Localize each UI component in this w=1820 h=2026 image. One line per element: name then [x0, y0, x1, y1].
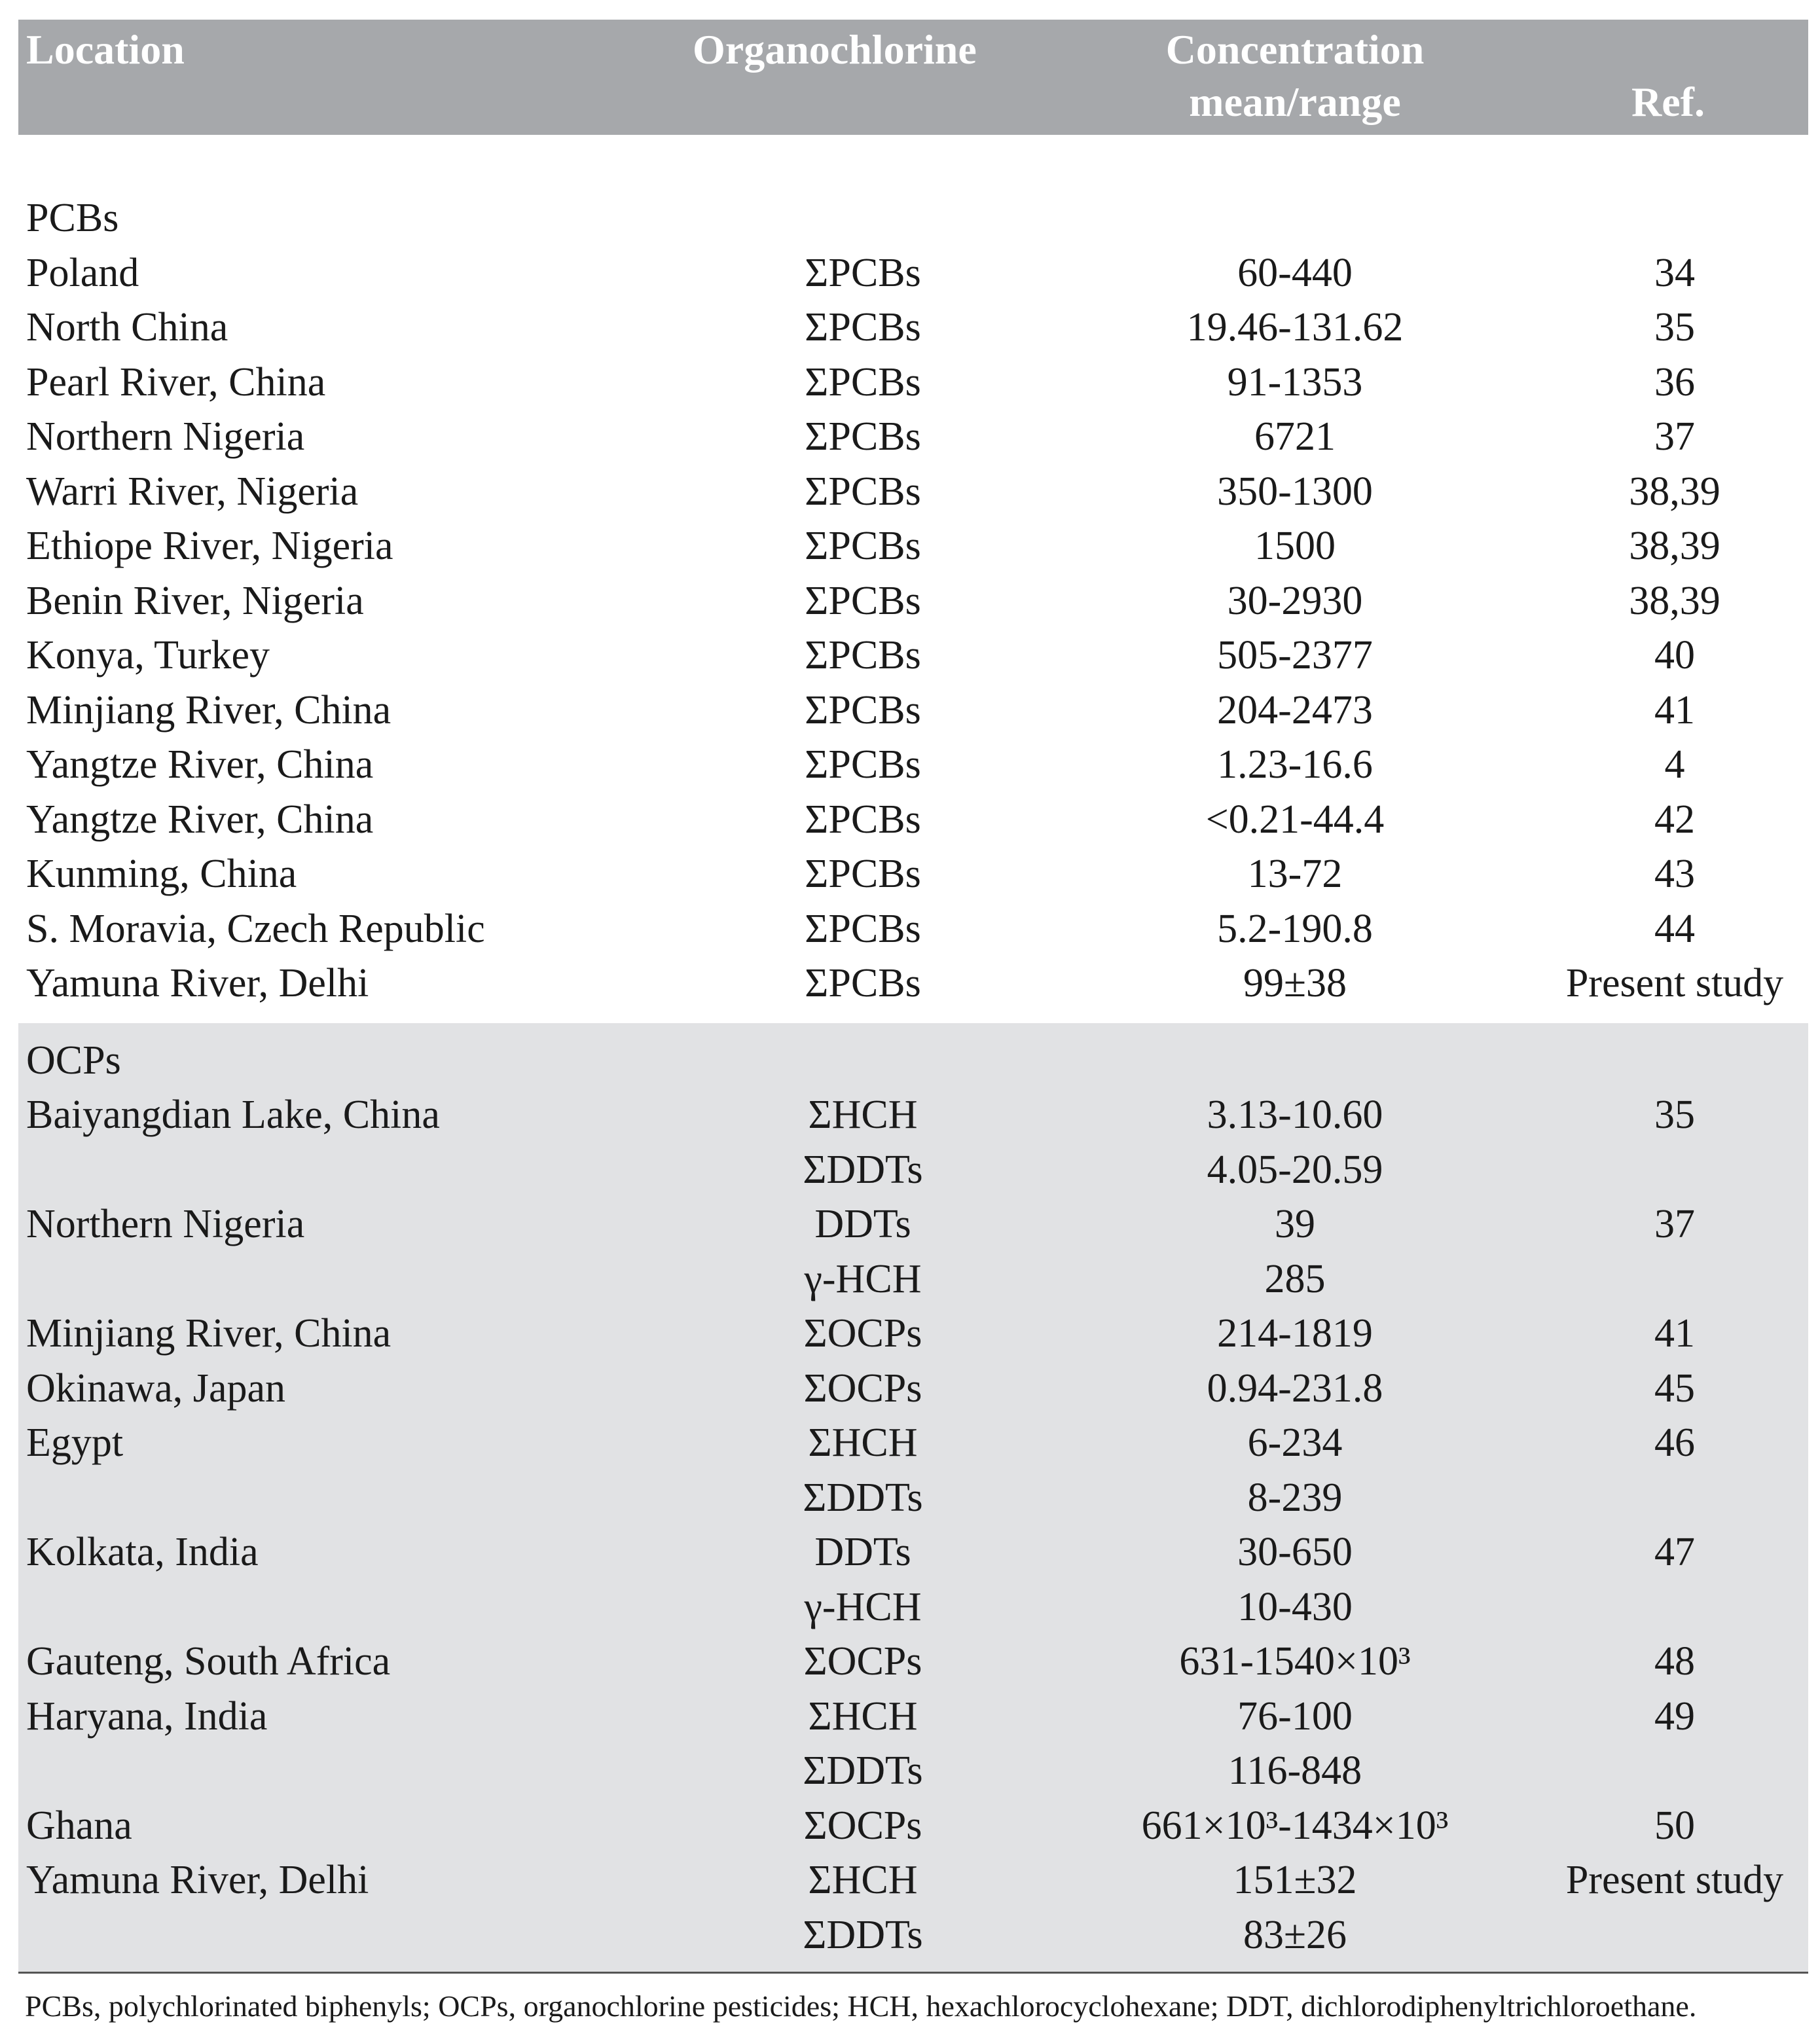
concentration-cell: 30-2930: [1227, 578, 1363, 623]
organochlorine-cell: ΣPCBs: [805, 852, 921, 896]
concentration-cell: 631-1540×10³: [1179, 1639, 1411, 1684]
location-cell: Haryana, India: [26, 1693, 268, 1739]
organochlorine-cell: ΣPCBs: [805, 578, 921, 623]
ref-cell: 49: [1654, 1693, 1695, 1739]
concentration-cell: 13-72: [1247, 852, 1343, 896]
location-cell: Minjiang River, China: [26, 1311, 391, 1356]
concentration-cell: 204-2473: [1217, 687, 1373, 733]
ocp-rows: [18, 1088, 1808, 1963]
organochlorine-cell: ΣOCPs: [803, 1803, 922, 1848]
organochlorine-cell: ΣOCPs: [803, 1311, 922, 1356]
table-row: [18, 1799, 1808, 1854]
concentration-cell: 350-1300: [1217, 469, 1373, 514]
table-row: [18, 1853, 1808, 1908]
location-cell: Poland: [26, 250, 139, 295]
location-cell: Minjiang River, China: [26, 687, 391, 733]
location-cell: Baiyangdian Lake, China: [26, 1093, 440, 1137]
location-cell: Okinawa, Japan: [26, 1366, 285, 1411]
table-row: [18, 1416, 1808, 1471]
ref-cell: 44: [1654, 906, 1695, 951]
organochlorine-cell: ΣHCH: [808, 1420, 918, 1465]
organochlorine-cell: ΣPCBs: [805, 414, 921, 459]
concentration-cell: 151±32: [1233, 1858, 1357, 1902]
concentration-cell: 0.94-231.8: [1207, 1366, 1383, 1411]
ref-cell: 37: [1654, 414, 1695, 459]
location-cell: Konya, Turkey: [26, 633, 270, 678]
organochlorine-cell: ΣOCPs: [803, 1366, 922, 1411]
concentration-cell: 6721: [1254, 414, 1336, 459]
organochlorine-cell: γ-HCH: [804, 1256, 922, 1301]
concentration-cell: 6-234: [1247, 1420, 1343, 1465]
organochlorine-cell: ΣPCBs: [805, 250, 921, 295]
table-row: [18, 1690, 1808, 1745]
organochlorine-cell: ΣDDTs: [803, 1147, 923, 1192]
organochlorine-cell: ΣPCBs: [805, 742, 921, 787]
ref-cell: 43: [1654, 852, 1695, 896]
location-cell: Ghana: [26, 1803, 132, 1848]
ref-cell: 34: [1654, 250, 1695, 295]
location-cell: Yangtze River, China: [26, 742, 374, 787]
organochlorine-cell: ΣPCBs: [805, 906, 921, 951]
location-cell: Kunming, China: [26, 852, 297, 896]
location-cell: Northern Nigeria: [26, 414, 305, 459]
concentration-cell: 10-430: [1237, 1584, 1353, 1629]
header-concentration: [1099, 24, 1491, 128]
organochlorine-cell: ΣHCH: [808, 1093, 918, 1137]
organochlorine-cell: ΣPCBs: [805, 359, 921, 405]
concentration-cell: 116-848: [1228, 1748, 1362, 1793]
organochlorine-cell: DDTs: [814, 1202, 911, 1246]
concentration-cell: 39: [1275, 1202, 1315, 1246]
header-concentration-line2: mean/range: [1189, 79, 1401, 125]
organochlorine-cell: ΣDDTs: [803, 1475, 923, 1520]
pcb-section: [18, 135, 1808, 1023]
ref-cell: 38,39: [1629, 524, 1720, 568]
ref-cell: 35: [1654, 1093, 1695, 1137]
table-row: [18, 628, 1808, 683]
table-row: [18, 355, 1808, 410]
ref-cell: 38,39: [1629, 469, 1720, 514]
table-row: [18, 1525, 1808, 1580]
concentration-cell: 1.23-16.6: [1217, 742, 1373, 787]
table-row: [18, 793, 1808, 848]
ref-cell: 42: [1654, 797, 1695, 842]
location-cell: Kolkata, India: [26, 1530, 259, 1574]
organochlorine-cell: ΣPCBs: [805, 687, 921, 733]
organochlorine-cell: ΣPCBs: [805, 524, 921, 568]
organochlorine-cell: ΣPCBs: [805, 305, 921, 350]
ref-cell: 38,39: [1629, 578, 1720, 623]
organochlorine-cell: ΣPCBs: [805, 797, 921, 842]
location-cell: Pearl River, China: [26, 359, 326, 405]
ref-cell: 45: [1654, 1366, 1695, 1411]
location-cell: Warri River, Nigeria: [26, 469, 359, 514]
section-heading-row: [18, 191, 1808, 246]
organochlorine-cell: ΣHCH: [808, 1858, 918, 1902]
ocp-section-heading: OCPs: [26, 1038, 121, 1083]
ref-cell: 41: [1654, 1311, 1695, 1356]
table-row: [18, 300, 1808, 355]
ref-cell: 50: [1654, 1803, 1695, 1848]
table-row: [18, 738, 1808, 793]
table-row: [18, 410, 1808, 465]
ref-cell: 35: [1654, 305, 1695, 350]
ref-cell: 47: [1654, 1530, 1695, 1574]
table-row: [18, 519, 1808, 574]
concentration-cell: 30-650: [1237, 1530, 1353, 1574]
organochlorine-cell: ΣOCPs: [803, 1639, 922, 1684]
table-row: [18, 847, 1808, 902]
organochlorine-cell: ΣPCBs: [805, 633, 921, 678]
ref-cell: 36: [1654, 359, 1695, 405]
table-header: [18, 20, 1808, 135]
concentration-cell: <0.21-44.4: [1205, 797, 1385, 842]
concentration-cell: 285: [1264, 1256, 1326, 1301]
table-row: [18, 683, 1808, 738]
location-cell: Egypt: [26, 1420, 124, 1465]
table-row: [18, 1088, 1808, 1143]
concentration-cell: 661×10³-1434×10³: [1141, 1803, 1449, 1848]
organochlorine-cell: ΣPCBs: [805, 961, 921, 1005]
header-concentration-line1: Concentration: [1165, 26, 1425, 73]
table-row: [18, 1252, 1808, 1307]
organochlorine-cell: ΣHCH: [808, 1693, 918, 1739]
concentration-cell: 1500: [1254, 524, 1336, 568]
organochlorine-cell: DDTs: [814, 1530, 911, 1574]
header-ref: Ref.: [1631, 79, 1705, 125]
organochlorine-cell: ΣDDTs: [803, 1912, 923, 1957]
concentration-cell: 19.46-131.62: [1186, 305, 1404, 350]
organochlorine-cell: ΣPCBs: [805, 469, 921, 514]
ref-cell: 40: [1654, 633, 1695, 678]
concentration-cell: 76-100: [1237, 1693, 1353, 1739]
table-row: [18, 1307, 1808, 1362]
table-row: [18, 1635, 1808, 1690]
concentration-cell: 214-1819: [1217, 1311, 1373, 1356]
pcb-section-heading: PCBs: [26, 196, 119, 240]
table-row: [18, 246, 1808, 301]
location-cell: Yangtze River, China: [26, 797, 374, 842]
header-location: Location: [26, 26, 185, 73]
table-row: [18, 1580, 1808, 1635]
concentration-cell: 91-1353: [1227, 359, 1363, 405]
concentration-cell: 99±38: [1243, 961, 1347, 1005]
table-row: [18, 1362, 1808, 1417]
ref-cell: 4: [1664, 742, 1685, 787]
table-row: [18, 574, 1808, 629]
location-cell: North China: [26, 305, 228, 350]
concentration-cell: 505-2377: [1217, 633, 1373, 678]
table-row: [18, 465, 1808, 520]
organochlorine-cell: ΣDDTs: [803, 1748, 923, 1793]
location-cell: Ethiope River, Nigeria: [26, 524, 393, 568]
location-cell: Yamuna River, Delhi: [26, 1858, 369, 1902]
ref-cell: 37: [1654, 1202, 1695, 1246]
data-table: [18, 20, 1808, 2026]
ref-cell: 48: [1654, 1639, 1695, 1684]
table-row: [18, 956, 1808, 1011]
ref-cell: Present study: [1565, 1858, 1784, 1902]
table-row: [18, 1744, 1808, 1799]
concentration-cell: 5.2-190.8: [1217, 906, 1373, 951]
location-cell: S. Moravia, Czech Republic: [26, 906, 485, 951]
organochlorine-cell: γ-HCH: [804, 1584, 922, 1629]
table-row: [18, 1471, 1808, 1526]
ref-cell: 46: [1654, 1420, 1695, 1465]
table-footnote: PCBs, polychlorinated biphenyls; OCPs, organochlorine pesticides; HCH, hexachlorocyclohexane; DDT, dichlorodiphenyltrichloroethane.: [25, 1989, 1697, 2023]
location-cell: Benin River, Nigeria: [26, 578, 364, 623]
ref-cell: 41: [1654, 687, 1695, 733]
table-row: [18, 902, 1808, 957]
location-cell: Yamuna River, Delhi: [26, 961, 369, 1005]
pcb-rows: [18, 246, 1808, 1011]
concentration-cell: 8-239: [1247, 1475, 1343, 1520]
table-row: [18, 1908, 1808, 1963]
table-row: [18, 1197, 1808, 1252]
concentration-cell: 4.05-20.59: [1207, 1147, 1383, 1192]
ocp-section: [18, 1023, 1808, 1972]
concentration-cell: 83±26: [1243, 1912, 1347, 1957]
concentration-cell: 3.13-10.60: [1207, 1093, 1383, 1137]
section-heading-row: [18, 1034, 1808, 1089]
location-cell: Gauteng, South Africa: [26, 1639, 391, 1684]
ref-cell: Present study: [1565, 961, 1784, 1005]
table-row: [18, 1143, 1808, 1198]
concentration-cell: 60-440: [1237, 250, 1353, 295]
header-organochlorine: Organochlorine: [693, 26, 977, 73]
location-cell: Northern Nigeria: [26, 1202, 305, 1246]
